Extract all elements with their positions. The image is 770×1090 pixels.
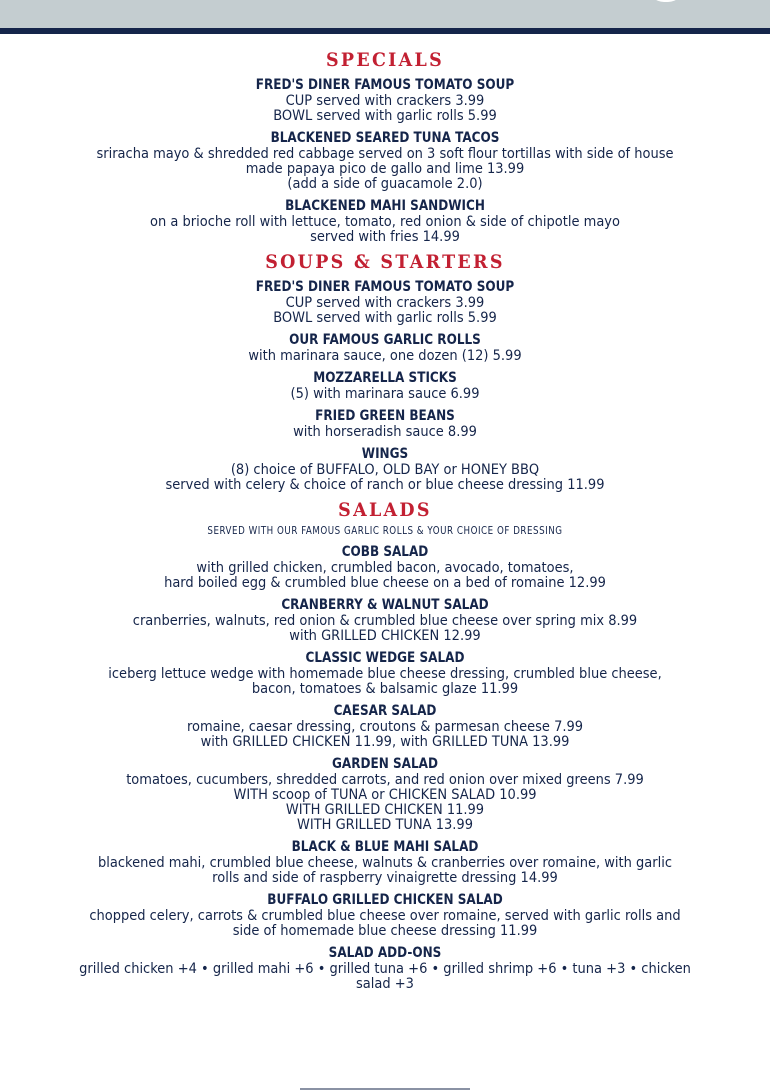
item-description: (5) with marinara sauce 6.99 <box>290 386 480 402</box>
item-description: with GRILLED CHICKEN 11.99, with GRILLED TUNA 13.99 <box>200 734 570 750</box>
menu-item <box>0 650 770 697</box>
item-description: BOWL served with garlic rolls 5.99 <box>273 310 497 326</box>
item-name: COBB SALAD <box>341 544 429 560</box>
item-description: hard boiled egg & crumbled blue cheese on a bed of romaine 12.99 <box>164 575 606 591</box>
item-description: made papaya pico de gallo and lime 13.99 <box>245 161 525 177</box>
menu-item <box>0 892 770 939</box>
menu-item <box>0 332 770 364</box>
section-subtitle: SERVED WITH OUR FAMOUS GARLIC ROLLS & YOUR CHOICE OF DRESSING <box>207 524 563 537</box>
item-description: (add a side of guacamole 2.0) <box>287 176 483 192</box>
menu-item <box>0 370 770 402</box>
item-name: FRED'S DINER FAMOUS TOMATO SOUP <box>255 279 515 295</box>
menu-item <box>0 703 770 750</box>
item-name: MOZZARELLA STICKS <box>313 370 457 386</box>
item-name: CAESAR SALAD <box>333 703 437 719</box>
item-name: BUFFALO GRILLED CHICKEN SALAD <box>267 892 503 908</box>
item-description: served with fries 14.99 <box>310 229 460 245</box>
item-name: CLASSIC WEDGE SALAD <box>305 650 465 666</box>
item-name: GARDEN SALAD <box>332 756 438 772</box>
item-name: BLACKENED SEARED TUNA TACOS <box>270 130 500 146</box>
item-description: salad +3 <box>356 976 414 992</box>
item-description: chopped celery, carrots & crumbled blue cheese over romaine, served with garlic rolls and <box>89 908 681 924</box>
item-description: grilled chicken +4 • grilled mahi +6 • grilled tuna +6 • grilled shrimp +6 • tuna +3 • chicken <box>79 961 691 977</box>
header-rule <box>0 28 770 34</box>
menu-item <box>0 408 770 440</box>
item-description: on a brioche roll with lettuce, tomato, red onion & side of chipotle mayo <box>150 214 620 230</box>
item-description: with marinara sauce, one dozen (12) 5.99 <box>248 348 522 364</box>
section-salads <box>0 497 770 992</box>
menu-item <box>0 839 770 886</box>
item-description: sriracha mayo & shredded red cabbage served on 3 soft flour tortillas with side of house <box>96 146 674 162</box>
item-description: bacon, tomatoes & balsamic glaze 11.99 <box>251 681 519 697</box>
item-description: tomatoes, cucumbers, shredded carrots, and red onion over mixed greens 7.99 <box>126 772 644 788</box>
item-description: CUP served with crackers 3.99 <box>285 93 485 109</box>
item-description: WITH GRILLED CHICKEN 11.99 <box>285 802 485 818</box>
menu-item <box>0 279 770 326</box>
item-name: CRANBERRY & WALNUT SALAD <box>281 597 489 613</box>
logo-edge <box>648 0 684 2</box>
item-description: CUP served with crackers 3.99 <box>285 295 485 311</box>
item-description: BOWL served with garlic rolls 5.99 <box>273 108 497 124</box>
item-description: WITH GRILLED TUNA 13.99 <box>296 817 474 833</box>
menu-item <box>0 130 770 192</box>
menu-item <box>0 446 770 493</box>
menu-item <box>0 597 770 644</box>
item-description: romaine, caesar dressing, croutons & parmesan cheese 7.99 <box>186 719 584 735</box>
item-name: SALAD ADD-ONS <box>328 945 442 961</box>
section-title: SOUPS & STARTERS <box>265 251 505 273</box>
section-soups-starters <box>0 249 770 493</box>
item-description: (8) choice of BUFFALO, OLD BAY or HONEY BBQ <box>230 462 540 478</box>
menu-content <box>0 47 770 992</box>
item-description: side of homemade blue cheese dressing 11.99 <box>232 923 538 939</box>
item-name: FRED'S DINER FAMOUS TOMATO SOUP <box>255 77 515 93</box>
header-banner <box>0 0 770 28</box>
section-specials <box>0 47 770 245</box>
item-description: with GRILLED CHICKEN 12.99 <box>289 628 481 644</box>
item-description: WITH scoop of TUNA or CHICKEN SALAD 10.99 <box>233 787 537 803</box>
item-name: OUR FAMOUS GARLIC ROLLS <box>289 332 481 348</box>
item-name: FRIED GREEN BEANS <box>315 408 455 424</box>
item-description: rolls and side of raspberry vinaigrette dressing 14.99 <box>212 870 558 886</box>
menu-item <box>0 544 770 591</box>
menu-item <box>0 77 770 124</box>
item-name: WINGS <box>361 446 409 462</box>
item-description: served with celery & choice of ranch or blue cheese dressing 11.99 <box>165 477 605 493</box>
item-description: with grilled chicken, crumbled bacon, avocado, tomatoes, <box>196 560 574 576</box>
menu-item <box>0 198 770 245</box>
item-description: cranberries, walnuts, red onion & crumbled blue cheese over spring mix 8.99 <box>132 613 638 629</box>
menu-item <box>0 756 770 833</box>
section-title: SPECIALS <box>325 49 445 71</box>
item-name: BLACKENED MAHI SANDWICH <box>285 198 485 214</box>
item-description: with horseradish sauce 8.99 <box>293 424 477 440</box>
item-name: BLACK & BLUE MAHI SALAD <box>291 839 479 855</box>
section-title: SALADS <box>338 499 432 521</box>
menu-item <box>0 945 770 992</box>
item-description: blackened mahi, crumbled blue cheese, walnuts & cranberries over romaine, with garlic <box>97 855 672 871</box>
item-description: iceberg lettuce wedge with homemade blue cheese dressing, crumbled blue cheese, <box>108 666 662 682</box>
